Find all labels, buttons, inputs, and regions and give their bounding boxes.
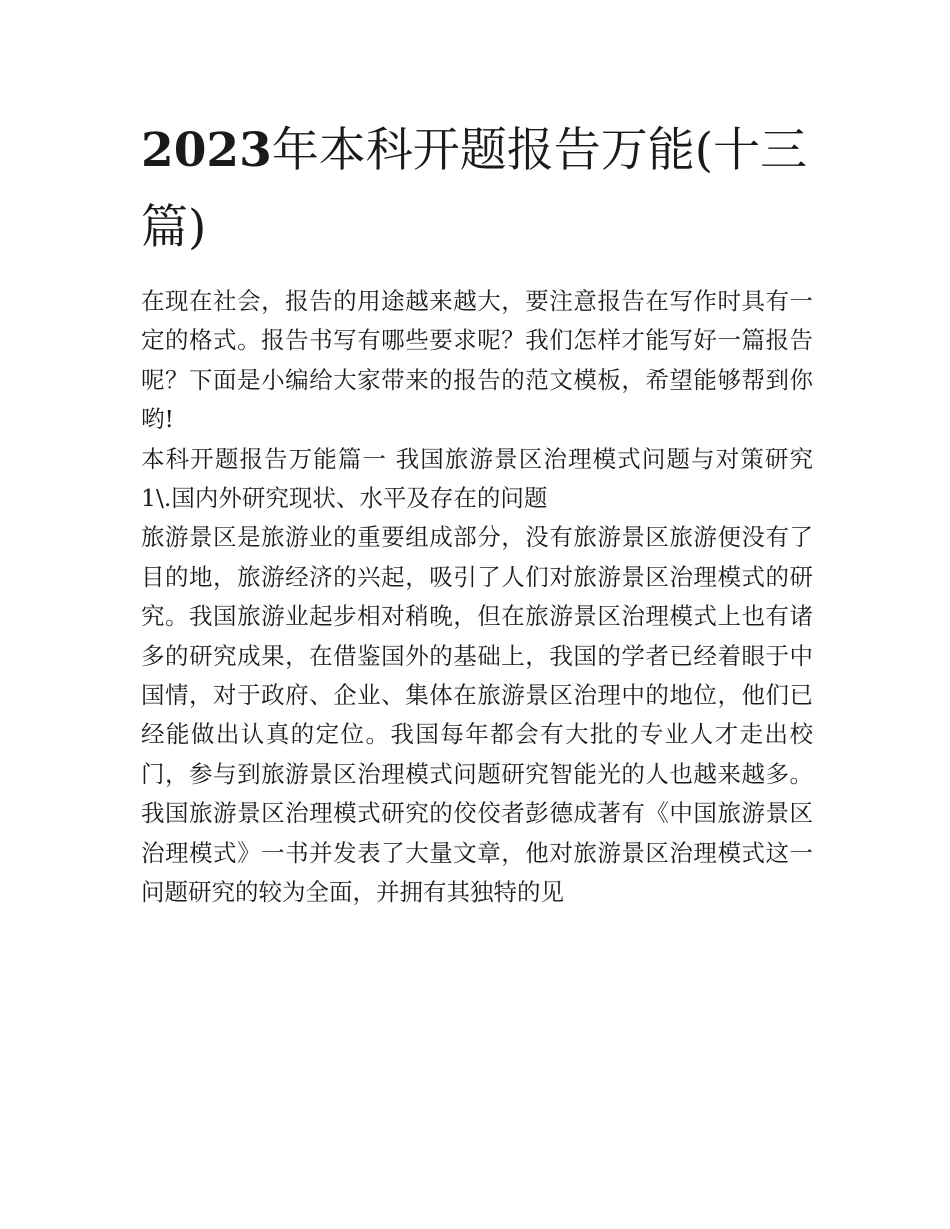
- body-paragraph: 旅游景区是旅游业的重要组成部分，没有旅游景区旅游便没有了目的地，旅游经济的兴起，吸引了人们对旅游景区治理模式的研究。我国旅游业起步相对稍晚，但在旅游景区治理模式上也有诸多的研究成果，在借鉴国外的基础上，我国的学者已经着眼于中国情，对于政府、企业、集体在旅游景区治理中的地位，他们已经能做出认真的定位。我国每年都会有大批的专业人才走出校门，参与到旅游景区治理模式问题研究智能光的人也越来越多。我国旅游景区治理模式研究的佼佼者彭德成著有《中国旅游景区治理模式》一书并发表了大量文章，他对旅游景区治理模式这一问题研究的较为全面，并拥有其独特的见: [141, 523, 813, 907]
- document-title: [141, 112, 813, 266]
- document-body: [141, 282, 813, 913]
- document-page: [141, 112, 813, 913]
- title-year: 2023: [141, 123, 272, 178]
- title-text: 年本科开题报告万能(十三篇): [141, 123, 808, 255]
- section-heading-paragraph: 本科开题报告万能篇一 我国旅游景区治理模式问题与对策研究 1\.国内外研究现状、水平及存在的问题: [141, 444, 813, 513]
- intro-paragraph: 在现在社会，报告的用途越来越大，要注意报告在写作时具有一定的格式。报告书写有哪些要求呢？我们怎样才能写好一篇报告呢？下面是小编给大家带来的报告的范文模板，希望能够帮到你哟!: [141, 287, 813, 434]
